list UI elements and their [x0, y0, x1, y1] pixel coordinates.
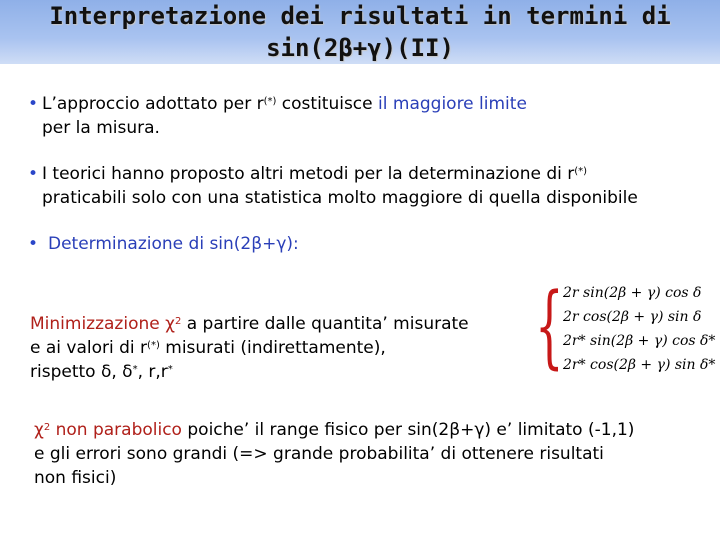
chi-symbol: χ [34, 420, 44, 440]
minimization-label: Minimizzazione χ [30, 314, 175, 334]
bullet-2 [28, 162, 708, 210]
conclusion-line1-rest: poiche’ il range fisico per sin(2β+γ) e’ limitato (-1,1) [181, 420, 635, 440]
minimization-line2: e ai valori di r [30, 338, 148, 358]
bullet-dot-icon: • [28, 94, 39, 114]
title-line-2: sin(2β+γ)(II) [266, 34, 454, 62]
minimization-line3: rispetto δ, δ [30, 362, 133, 382]
equation-1: 2r sin(2β + γ) cos δ [563, 285, 702, 301]
chi-sup: 2 [174, 316, 182, 327]
r-star-sup: (*) [147, 340, 160, 351]
bullet-1-line2: per la misura. [42, 118, 160, 138]
minimization-line2-rest: misurati (indirettamente), [159, 338, 386, 358]
minimization-line3-mid: , r,r [137, 362, 168, 382]
bullet-2-line1: I teorici hanno proposto altri metodi per la determinazione di r [42, 164, 575, 184]
bullet-2-line2: praticabili solo con una statistica molto maggiore di quella disponibile [42, 188, 638, 208]
bullet-dot-icon: • [28, 164, 39, 184]
bullet-1 [28, 92, 708, 140]
minimization-text [30, 312, 530, 384]
equation-group [535, 274, 716, 379]
conclusion-line3: non fisici) [34, 468, 117, 488]
bullet-1-sup: (*) [263, 96, 277, 107]
non-parabolic-label: non parabolico [50, 420, 182, 440]
bullet-3 [28, 232, 628, 256]
title-line-1: Interpretazione dei risultati in termini di [49, 2, 671, 30]
equation-3: 2r* sin(2β + γ) cos δ* [563, 333, 716, 349]
bullet-2-sup: (*) [574, 166, 588, 177]
conclusion-line2: e gli errori sono grandi (=> grande probabilita’ di ottenere risultati [34, 444, 604, 464]
bullet-3-text: Determinazione di sin(2β+γ): [48, 234, 299, 254]
bullet-dot-icon: • [28, 234, 39, 254]
equation-2: 2r cos(2β + γ) sin δ [563, 309, 702, 325]
conclusion-text [34, 418, 714, 490]
r-star-sup-2: * [167, 364, 173, 375]
chi-sup-2: 2 [43, 422, 51, 433]
bullet-1-highlight: il maggiore limite [378, 94, 527, 114]
equation-4: 2r* cos(2β + γ) sin δ* [563, 357, 716, 373]
bullet-1-text: L’approccio adottato per r [42, 94, 264, 114]
minimization-line1-rest: a partire dalle quantita’ misurate [181, 314, 469, 334]
slide-title [0, 0, 720, 64]
bullet-1-mid: costituisce [276, 94, 379, 114]
delta-star-sup: * [132, 364, 138, 375]
left-brace-icon: { [535, 274, 564, 379]
